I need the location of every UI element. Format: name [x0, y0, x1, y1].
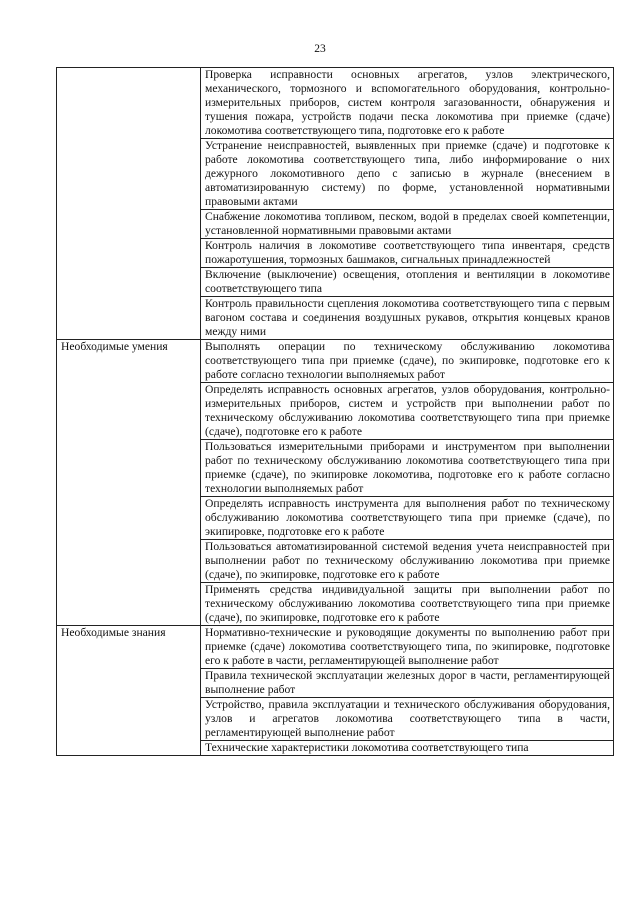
section-label-skills: Необходимые умения — [61, 340, 168, 353]
competency-table — [56, 67, 614, 756]
table-cell-item: Нормативно-технические и руководящие документы по выполнению работ при приемке (сдаче) локомотива соответствующего типа, по экипировке, подготовке его к работе в части, регламентирующей выполнение работ — [201, 626, 614, 669]
table-row — [57, 340, 614, 383]
section-label-knowledge: Необходимые знания — [61, 626, 166, 639]
table-cell-item: Устройство, правила эксплуатации и технического обслуживания оборудования, узлов и агрегатов локомотива соответствующего типа в части, регламентирующей выполнение работ — [201, 698, 614, 741]
section-label-cell — [57, 626, 201, 756]
table-cell-item: Проверка исправности основных агрегатов, узлов электрического, механического, тормозного и вспомогательного оборудования, контрольно-измерительных приборов, систем контроля загазованности, обнаружения и тушения пожара, устройств подачи песка локомотива при приемке (сдаче) локомотива соответствующего типа, подготовке его к работе — [201, 68, 614, 139]
table-cell-item: Контроль правильности сцепления локомотива соответствующего типа с первым вагоном состава и соединения воздушных рукавов, открытия концевых кранов между ними — [201, 297, 614, 340]
table-cell-item: Технические характеристики локомотива соответствующего типа — [201, 741, 614, 756]
table-cell-item: Правила технической эксплуатации железных дорог в части, регламентирующей выполнение работ — [201, 669, 614, 698]
table-cell-item: Выполнять операции по техническому обслуживанию локомотива соответствующего типа при приемке (сдаче), по экипировке, подготовке его к работе согласно технологии выполняемых работ — [201, 340, 614, 383]
section-label-cell — [57, 68, 201, 340]
table-row — [57, 68, 614, 139]
table-cell-item: Снабжение локомотива топливом, песком, водой в пределах своей компетенции, установленной нормативными правовыми актами — [201, 210, 614, 239]
table-row — [57, 626, 614, 669]
page-number: 23 — [314, 43, 326, 55]
table-cell-item: Включение (выключение) освещения, отопления и вентиляции в локомотиве соответствующего типа — [201, 268, 614, 297]
table-cell-item: Определять исправность инструмента для выполнения работ по техническому обслуживанию локомотива соответствующего типа при приемке (сдаче), по экипировке, подготовке его к работе — [201, 497, 614, 540]
table-cell-item: Определять исправность основных агрегатов, узлов оборудования, контрольно-измерительных приборов, систем и устройств при выполнении работ по техническому обслуживанию локомотива соответствующего типа при приемке (сдаче), подготовке его к работе — [201, 383, 614, 440]
section-label-cell — [57, 340, 201, 626]
table-cell-item: Пользоваться измерительными приборами и инструментом при выполнении работ по техническому обслуживанию локомотива соответствующего типа при приемке (сдаче), по экипировке локомотива, подготовке его к работе согласно технологии выполняемых работ — [201, 440, 614, 497]
table-cell-item: Устранение неисправностей, выявленных при приемке (сдаче) и подготовке к работе локомотива соответствующего типа, либо информирование о них дежурного локомотивного депо с записью в журнале (внесением в автоматизированную систему) по форме, установленной нормативными правовыми актами — [201, 139, 614, 210]
table-cell-item: Контроль наличия в локомотиве соответствующего типа инвентаря, средств пожаротушения, тормозных башмаков, сигнальных принадлежностей — [201, 239, 614, 268]
table-cell-item: Применять средства индивидуальной защиты при выполнении работ по техническому обслуживанию локомотива соответствующего типа при приемке (сдаче), по экипировке, подготовке его к работе — [201, 583, 614, 626]
table-cell-item: Пользоваться автоматизированной системой ведения учета неисправностей при выполнении работ по техническому обслуживанию локомотива при приемке (сдаче), по экипировке, подготовке его к работе — [201, 540, 614, 583]
